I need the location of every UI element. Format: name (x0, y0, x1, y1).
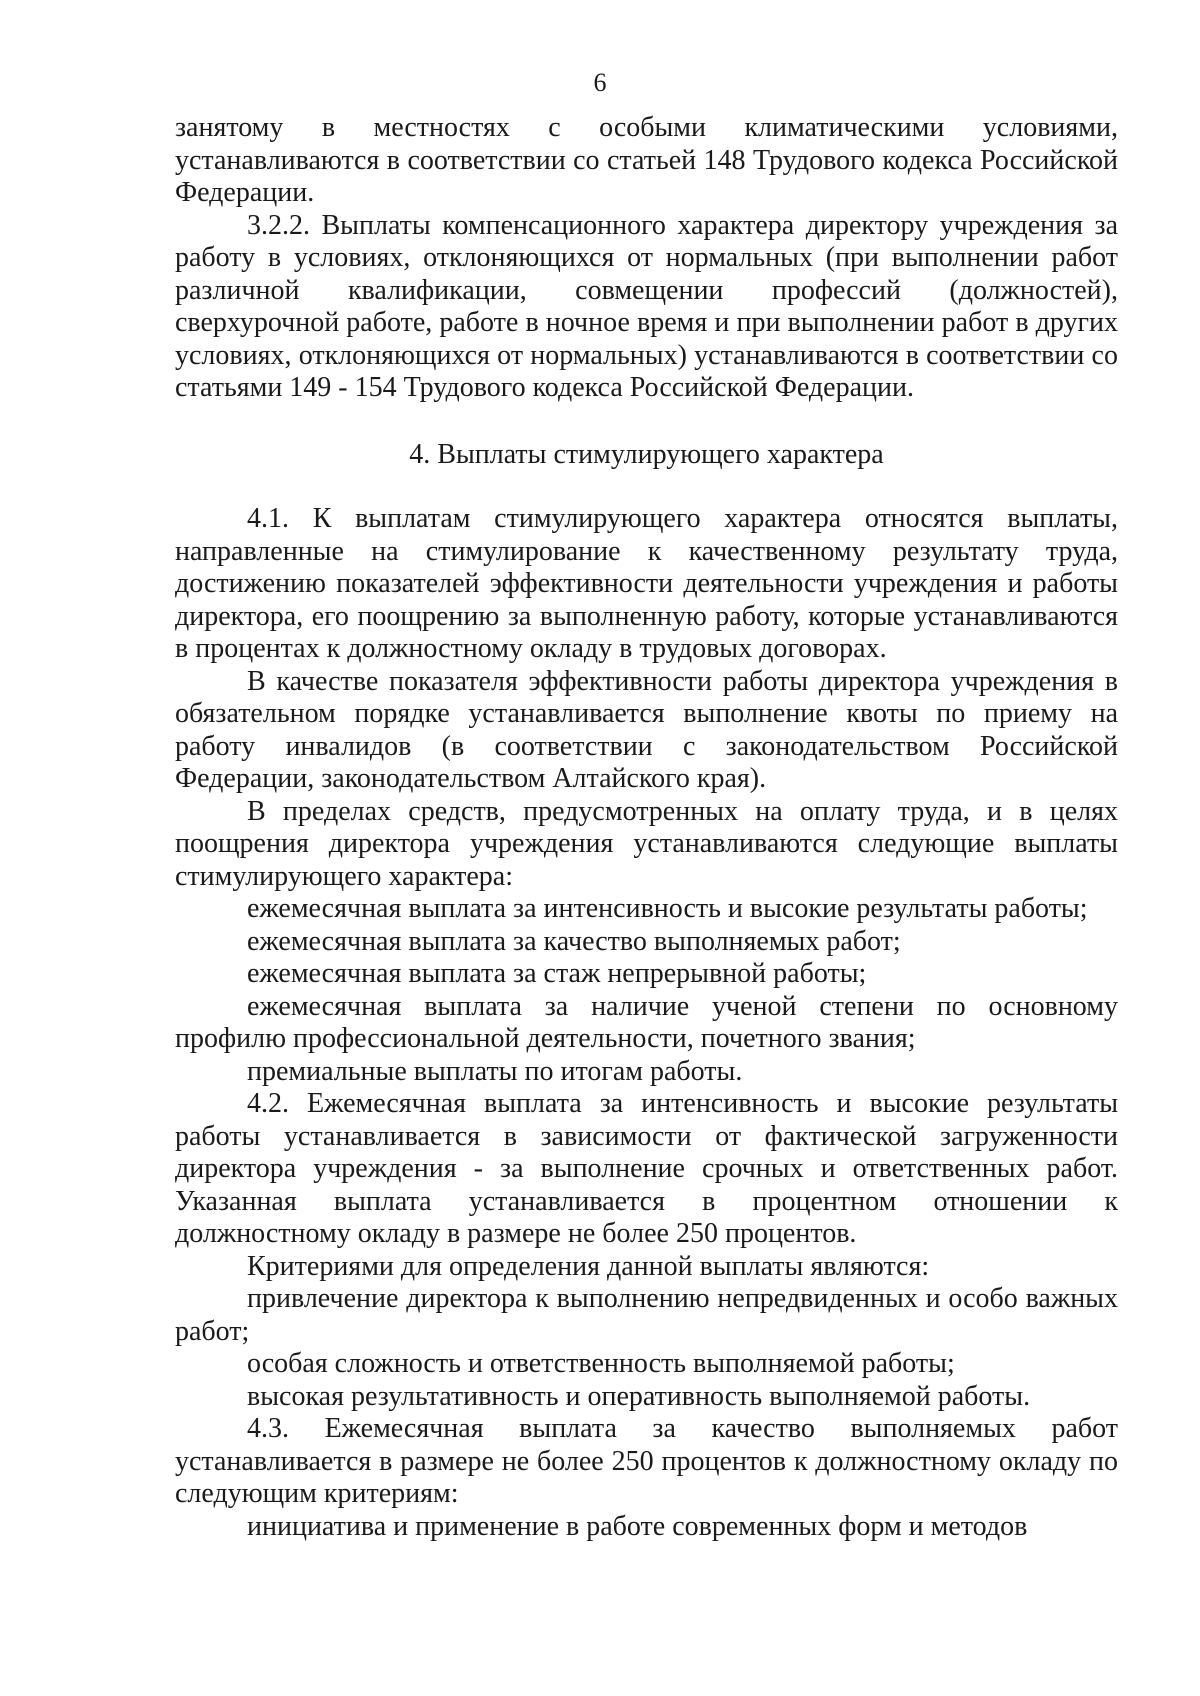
paragraph: В качестве показателя эффективности работы директора учреждения в обязательном порядке устанавливается выполнение квоты по приему на работу инвалидов (в соответствии с законодательством Российской Федерации, законодательством Алтайского края). (175, 665, 1118, 794)
paragraph: 4.1. К выплатам стимулирующего характера относятся выплаты, направленные на стимулирование к качественному результату труда, достижению показателей эффективности деятельности учреждения и работы директора, его поощрению за выполненную работу, которые устанавливаются в процентах к должностному окладу в трудовых договорах. (175, 503, 1118, 664)
list-item: особая сложность и ответственность выполняемой работы; (247, 1348, 955, 1379)
paragraph: занятому в местностях с особыми климатическими условиями, устанавливаются в соответствии со статьей 148 Трудового кодекса Российской Федерации. (175, 112, 1118, 208)
document-body (175, 112, 1118, 1543)
paragraph: Критериями для определения данной выплаты являются: (247, 1250, 930, 1282)
section-heading: 4. Выплаты стимулирующего характера (409, 438, 884, 470)
list-item: высокая результативность и оперативность выполняемой работы. (247, 1380, 1031, 1412)
paragraph: 3.2.2. Выплаты компенсационного характера директору учреждения за работу в условиях, отклоняющихся от нормальных (при выполнении работ различной квалификации, совмещении профессий (должностей), сверхурочной работе, работе в ночное время и при выполнении работ в других условиях, отклоняющихся от нормальных) устанавливаются в соответствии со статьями 149 - 154 Трудового кодекса Российской Федерации. (175, 209, 1118, 403)
list-item: привлечение директора к выполнению непредвиденных и особо важных работ; (175, 1283, 1118, 1347)
page-number: 6 (593, 68, 607, 97)
paragraph: 4.3. Ежемесячная выплата за качество выполняемых работ устанавливается в размере не более 250 процентов к должностному окладу по следующим критериям: (175, 1413, 1118, 1509)
paragraph: инициатива и применение в работе современных форм и методов (247, 1510, 1028, 1542)
list-item: ежемесячная выплата за качество выполняемых работ; (247, 925, 901, 957)
paragraph: В пределах средств, предусмотренных на оплату труда, и в целях поощрения директора учреждения устанавливаются следующие выплаты стимулирующего характера: (175, 795, 1118, 892)
list-item: ежемесячная выплата за стаж непрерывной работы; (247, 958, 867, 989)
list-item: ежемесячная выплата за наличие ученой степени по основному профилю профессиональной деятельности, почетного звания; (175, 990, 1118, 1054)
paragraph: 4.2. Ежемесячная выплата за интенсивность и высокие результаты работы устанавливается в зависимости от фактической загруженности директора учреждения - за выполнение срочных и ответственных работ. Указанная выплата устанавливается в процентном отношении к должностному окладу в размере не более 250 процентов. (175, 1088, 1118, 1249)
list-item: ежемесячная выплата за интенсивность и высокие результаты работы; (247, 893, 1088, 924)
list-item: премиальные выплаты по итогам работы. (247, 1055, 743, 1087)
